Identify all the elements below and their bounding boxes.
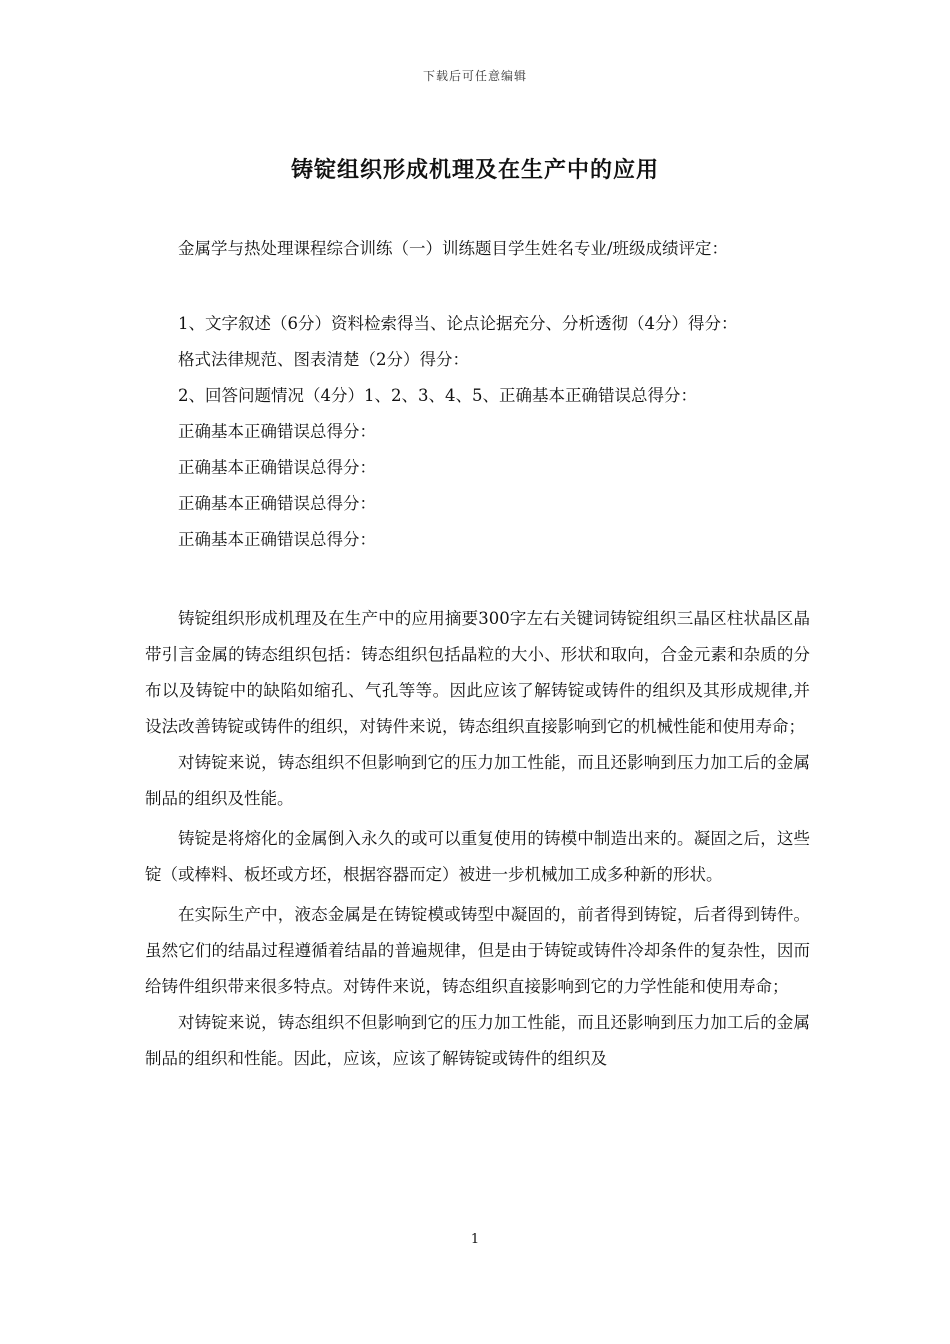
grading-line: 正确基本正确错误总得分： [178, 458, 376, 477]
grading-line: 正确基本正确错误总得分： [178, 494, 376, 513]
grading-section [145, 306, 810, 558]
body-paragraph: 铸锭组织形成机理及在生产中的应用摘要300字左右关键词铸锭组织三晶区柱状晶区晶带引言金属的铸态组织包括：铸态组织包括晶粒的大小、形状和取向，合金元素和杂质的分布以及铸锭中的缺陷如缩孔、气孔等等。因此应该了解铸锭或铸件的组织及其形成规律,并设法改善铸锭或铸件的组织，对铸件来说，铸态组织直接影响到它的机械性能和使用寿命； [145, 609, 810, 736]
body-paragraph: 在实际生产中，液态金属是在铸锭模或铸型中凝固的，前者得到铸锭，后者得到铸件。虽然它们的结晶过程遵循着结晶的普遍规律，但是由于铸锭或铸件冷却条件的复杂性，因而给铸件组织带来很多特点。对铸件来说，铸态组织直接影响到它的力学性能和使用寿命； [145, 905, 810, 996]
main-text [145, 601, 810, 1077]
body-paragraph: 对铸锭来说，铸态组织不但影响到它的压力加工性能，而且还影响到压力加工后的金属制品的组织及性能。 [145, 753, 810, 808]
document-title: 铸锭组织形成机理及在生产中的应用 [290, 158, 659, 183]
header-note: 下载后可任意编辑 [422, 69, 527, 83]
grading-line: 2、回答问题情况（4分）1、2、3、4、5、正确基本正确错误总得分： [178, 386, 697, 405]
grading-line: 格式法律规范、图表清楚（2分）得分： [178, 350, 469, 369]
page-number: 1 [470, 1232, 480, 1247]
body-paragraph: 铸锭是将熔化的金属倒入永久的或可以重复使用的铸模中制造出来的。凝固之后，这些锭（或棒料、板坯或方坯，根据容器而定）被进一步机械加工成多种新的形状。 [145, 829, 810, 884]
body-paragraph: 对铸锭来说，铸态组织不但影响到它的压力加工性能，而且还影响到压力加工后的金属制品的组织和性能。因此，应该，应该了解铸锭或铸件的组织及 [145, 1013, 810, 1068]
grading-line: 正确基本正确错误总得分： [178, 422, 376, 441]
grading-line: 正确基本正确错误总得分： [178, 530, 376, 549]
intro-line: 金属学与热处理课程综合训练（一）训练题目学生姓名专业/班级成绩评定： [178, 239, 729, 258]
grading-line: 1、文字叙述（6分）资料检索得当、论点论据充分、分析透彻（4分）得分： [178, 314, 738, 333]
intro-section [145, 231, 810, 267]
